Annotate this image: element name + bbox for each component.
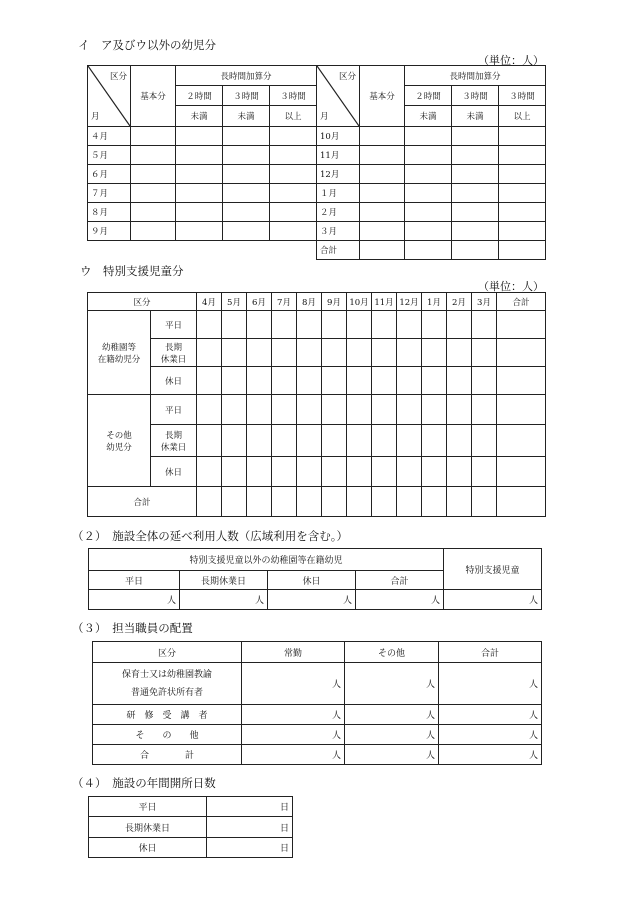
entry-cell	[397, 395, 422, 425]
month-header: 9月	[322, 293, 347, 311]
entry-cell	[322, 487, 347, 517]
entry-cell	[472, 395, 497, 425]
month-header: 2月	[447, 293, 472, 311]
entry-cell	[197, 457, 222, 487]
entry-cell	[322, 339, 347, 367]
section-i-right-table: 区分 月 基本分 長時間加算分 ２時間 ３時間 ３時間 未満 未満 以上 10月 11月 12月 １月 ２月 ３月 合計	[316, 65, 546, 260]
entry-cell	[347, 339, 372, 367]
entry-cell	[297, 339, 322, 367]
section-3-heading: （３） 担当職員の配置	[72, 621, 193, 635]
entry-cell	[247, 457, 272, 487]
month-header: 5月	[222, 293, 247, 311]
entry-cell	[422, 367, 447, 395]
entry-cell	[422, 311, 447, 339]
entry-cell	[297, 487, 322, 517]
entry-cell	[222, 457, 247, 487]
entry-cell	[372, 367, 397, 395]
row1-label: 保育士又は幼稚園教諭 普通免許状所有者	[93, 663, 242, 705]
entry-cell	[247, 395, 272, 425]
entry-cell	[272, 339, 297, 367]
entry-cell	[197, 339, 222, 367]
entry-cell	[322, 457, 347, 487]
entry-cell	[397, 487, 422, 517]
entry-cell	[497, 367, 546, 395]
month-label: ５月	[88, 146, 131, 165]
entry-cell	[272, 457, 297, 487]
month-header: 7月	[272, 293, 297, 311]
entry-cell	[222, 487, 247, 517]
group2-label: その他 幼児分	[88, 395, 151, 487]
total-label: 合計	[317, 241, 360, 260]
entry-cell	[197, 395, 222, 425]
diag-header-right: 区分 月	[317, 66, 360, 127]
entry-cell	[447, 425, 472, 457]
entry-cell	[447, 487, 472, 517]
entry-cell	[297, 367, 322, 395]
entry-cell	[447, 311, 472, 339]
month-header: 6月	[247, 293, 272, 311]
row2-label: 研 修 受 講 者	[93, 705, 242, 725]
entry-cell	[472, 367, 497, 395]
entry-cell	[247, 487, 272, 517]
month-label: １月	[317, 184, 360, 203]
section-u-table: 区分 4月 5月 6月 7月 8月 9月 10月 11月 12月 1月 2月 3月 合計 幼稚園等 在籍幼児分 平日 長期 休業日 休日 その他 幼児分 平日 長期 休業日 休日 合計	[87, 292, 546, 517]
entry-cell	[497, 339, 546, 367]
choujikan-header-left: 長時間加算分	[176, 66, 317, 86]
entry-cell	[247, 339, 272, 367]
entry-cell	[397, 425, 422, 457]
entry-cell	[247, 311, 272, 339]
month-header: 8月	[297, 293, 322, 311]
month-label: 12月	[317, 165, 360, 184]
section-i-left-table: 区分 月 基本分 長時間加算分 ２時間 ３時間 ３時間 未満 未満 以上 ４月 ５月 ６月 ７月 ８月 ９月	[87, 65, 317, 241]
entry-cell	[347, 395, 372, 425]
kihon-header-left: 基本分	[131, 66, 176, 127]
entry-cell	[397, 367, 422, 395]
section-u-unit: （単位：人）	[478, 280, 544, 293]
month-label: ９月	[88, 222, 131, 241]
month-header: 12月	[397, 293, 422, 311]
entry-cell	[322, 311, 347, 339]
section-4-heading: （４） 施設の年間開所日数	[72, 776, 216, 790]
entry-cell	[372, 457, 397, 487]
entry-cell	[397, 339, 422, 367]
entry-cell	[197, 487, 222, 517]
entry-cell	[397, 311, 422, 339]
entry-cell	[222, 339, 247, 367]
entry-cell	[447, 395, 472, 425]
entry-cell	[497, 457, 546, 487]
section-i-unit: （単位：人）	[478, 54, 544, 67]
group1-label: 幼稚園等 在籍幼児分	[88, 311, 151, 395]
month-header: 11月	[372, 293, 397, 311]
entry-cell	[347, 425, 372, 457]
entry-cell	[347, 487, 372, 517]
entry-cell	[272, 395, 297, 425]
entry-cell	[222, 425, 247, 457]
entry-cell	[322, 395, 347, 425]
entry-cell	[497, 395, 546, 425]
month-label: 11月	[317, 146, 360, 165]
section-4-table: 平日 日 長期休業日 日 休日 日	[88, 796, 293, 858]
month-header: 1月	[422, 293, 447, 311]
section-3-table: 区分 常勤 その他 合計 保育士又は幼稚園教諭 普通免許状所有者 人 人 人 研 修 受 講 者 人 人 人 そ の 他 人 人 人 合 計 人 人 人	[92, 641, 542, 765]
month-label: 10月	[317, 127, 360, 146]
entry-cell	[222, 367, 247, 395]
row3-label: そ の 他	[93, 725, 242, 745]
entry-cell	[422, 457, 447, 487]
diag-header-left: 区分 月	[88, 66, 131, 127]
choujikan-header-right: 長時間加算分	[405, 66, 546, 86]
entry-cell	[197, 367, 222, 395]
month-label: ８月	[88, 203, 131, 222]
entry-cell	[372, 425, 397, 457]
entry-cell	[322, 425, 347, 457]
entry-cell	[272, 367, 297, 395]
entry-cell	[222, 311, 247, 339]
entry-cell	[372, 311, 397, 339]
month-label: ４月	[88, 127, 131, 146]
entry-cell	[347, 367, 372, 395]
entry-cell	[447, 367, 472, 395]
entry-cell	[472, 487, 497, 517]
entry-cell	[472, 457, 497, 487]
section-2-heading: （２） 施設全体の延べ利用人数（広域利用を含む。）	[72, 529, 348, 543]
month-header: 10月	[347, 293, 372, 311]
month-label: ６月	[88, 165, 131, 184]
special-header: 特別支援児童	[444, 549, 542, 590]
entry-cell	[247, 367, 272, 395]
entry-cell	[297, 395, 322, 425]
entry-cell	[222, 395, 247, 425]
entry-cell	[422, 395, 447, 425]
entry-cell	[272, 487, 297, 517]
month-label: ３月	[317, 222, 360, 241]
entry-cell	[372, 487, 397, 517]
entry-cell	[372, 395, 397, 425]
entry-cell	[472, 425, 497, 457]
entry-cell	[422, 425, 447, 457]
entry-cell	[472, 339, 497, 367]
entry-cell	[447, 457, 472, 487]
entry-cell	[497, 487, 546, 517]
entry-cell	[272, 425, 297, 457]
month-header: 3月	[472, 293, 497, 311]
section-i-heading: イ ア及びウ以外の幼児分	[78, 38, 216, 52]
entry-cell	[497, 311, 546, 339]
entry-cell	[347, 457, 372, 487]
entry-cell	[422, 487, 447, 517]
row4-label: 合 計	[93, 745, 242, 765]
section-2-table: 特別支援児童以外の幼稚園等在籍幼児 特別支援児童 平日 長期休業日 休日 合計 人 人 人 人 人	[88, 548, 542, 610]
section-u-total-row: 合計	[88, 487, 197, 517]
entry-cell	[472, 311, 497, 339]
entry-cell	[247, 425, 272, 457]
total-header: 合計	[497, 293, 546, 311]
entry-cell	[197, 425, 222, 457]
month-header: 4月	[197, 293, 222, 311]
kihon-header-right: 基本分	[360, 66, 405, 127]
section-u-kubun-header: 区分	[88, 293, 197, 311]
entry-cell	[372, 339, 397, 367]
entry-cell	[297, 457, 322, 487]
group-header: 特別支援児童以外の幼稚園等在籍幼児	[89, 549, 444, 571]
entry-cell	[197, 311, 222, 339]
entry-cell	[447, 339, 472, 367]
month-label: ７月	[88, 184, 131, 203]
entry-cell	[347, 311, 372, 339]
entry-cell	[422, 339, 447, 367]
entry-cell	[322, 367, 347, 395]
entry-cell	[497, 425, 546, 457]
month-label: ２月	[317, 203, 360, 222]
entry-cell	[297, 311, 322, 339]
entry-cell	[397, 457, 422, 487]
entry-cell	[297, 425, 322, 457]
entry-cell	[272, 311, 297, 339]
section-u-heading: ウ 特別支援児童分	[80, 264, 184, 278]
